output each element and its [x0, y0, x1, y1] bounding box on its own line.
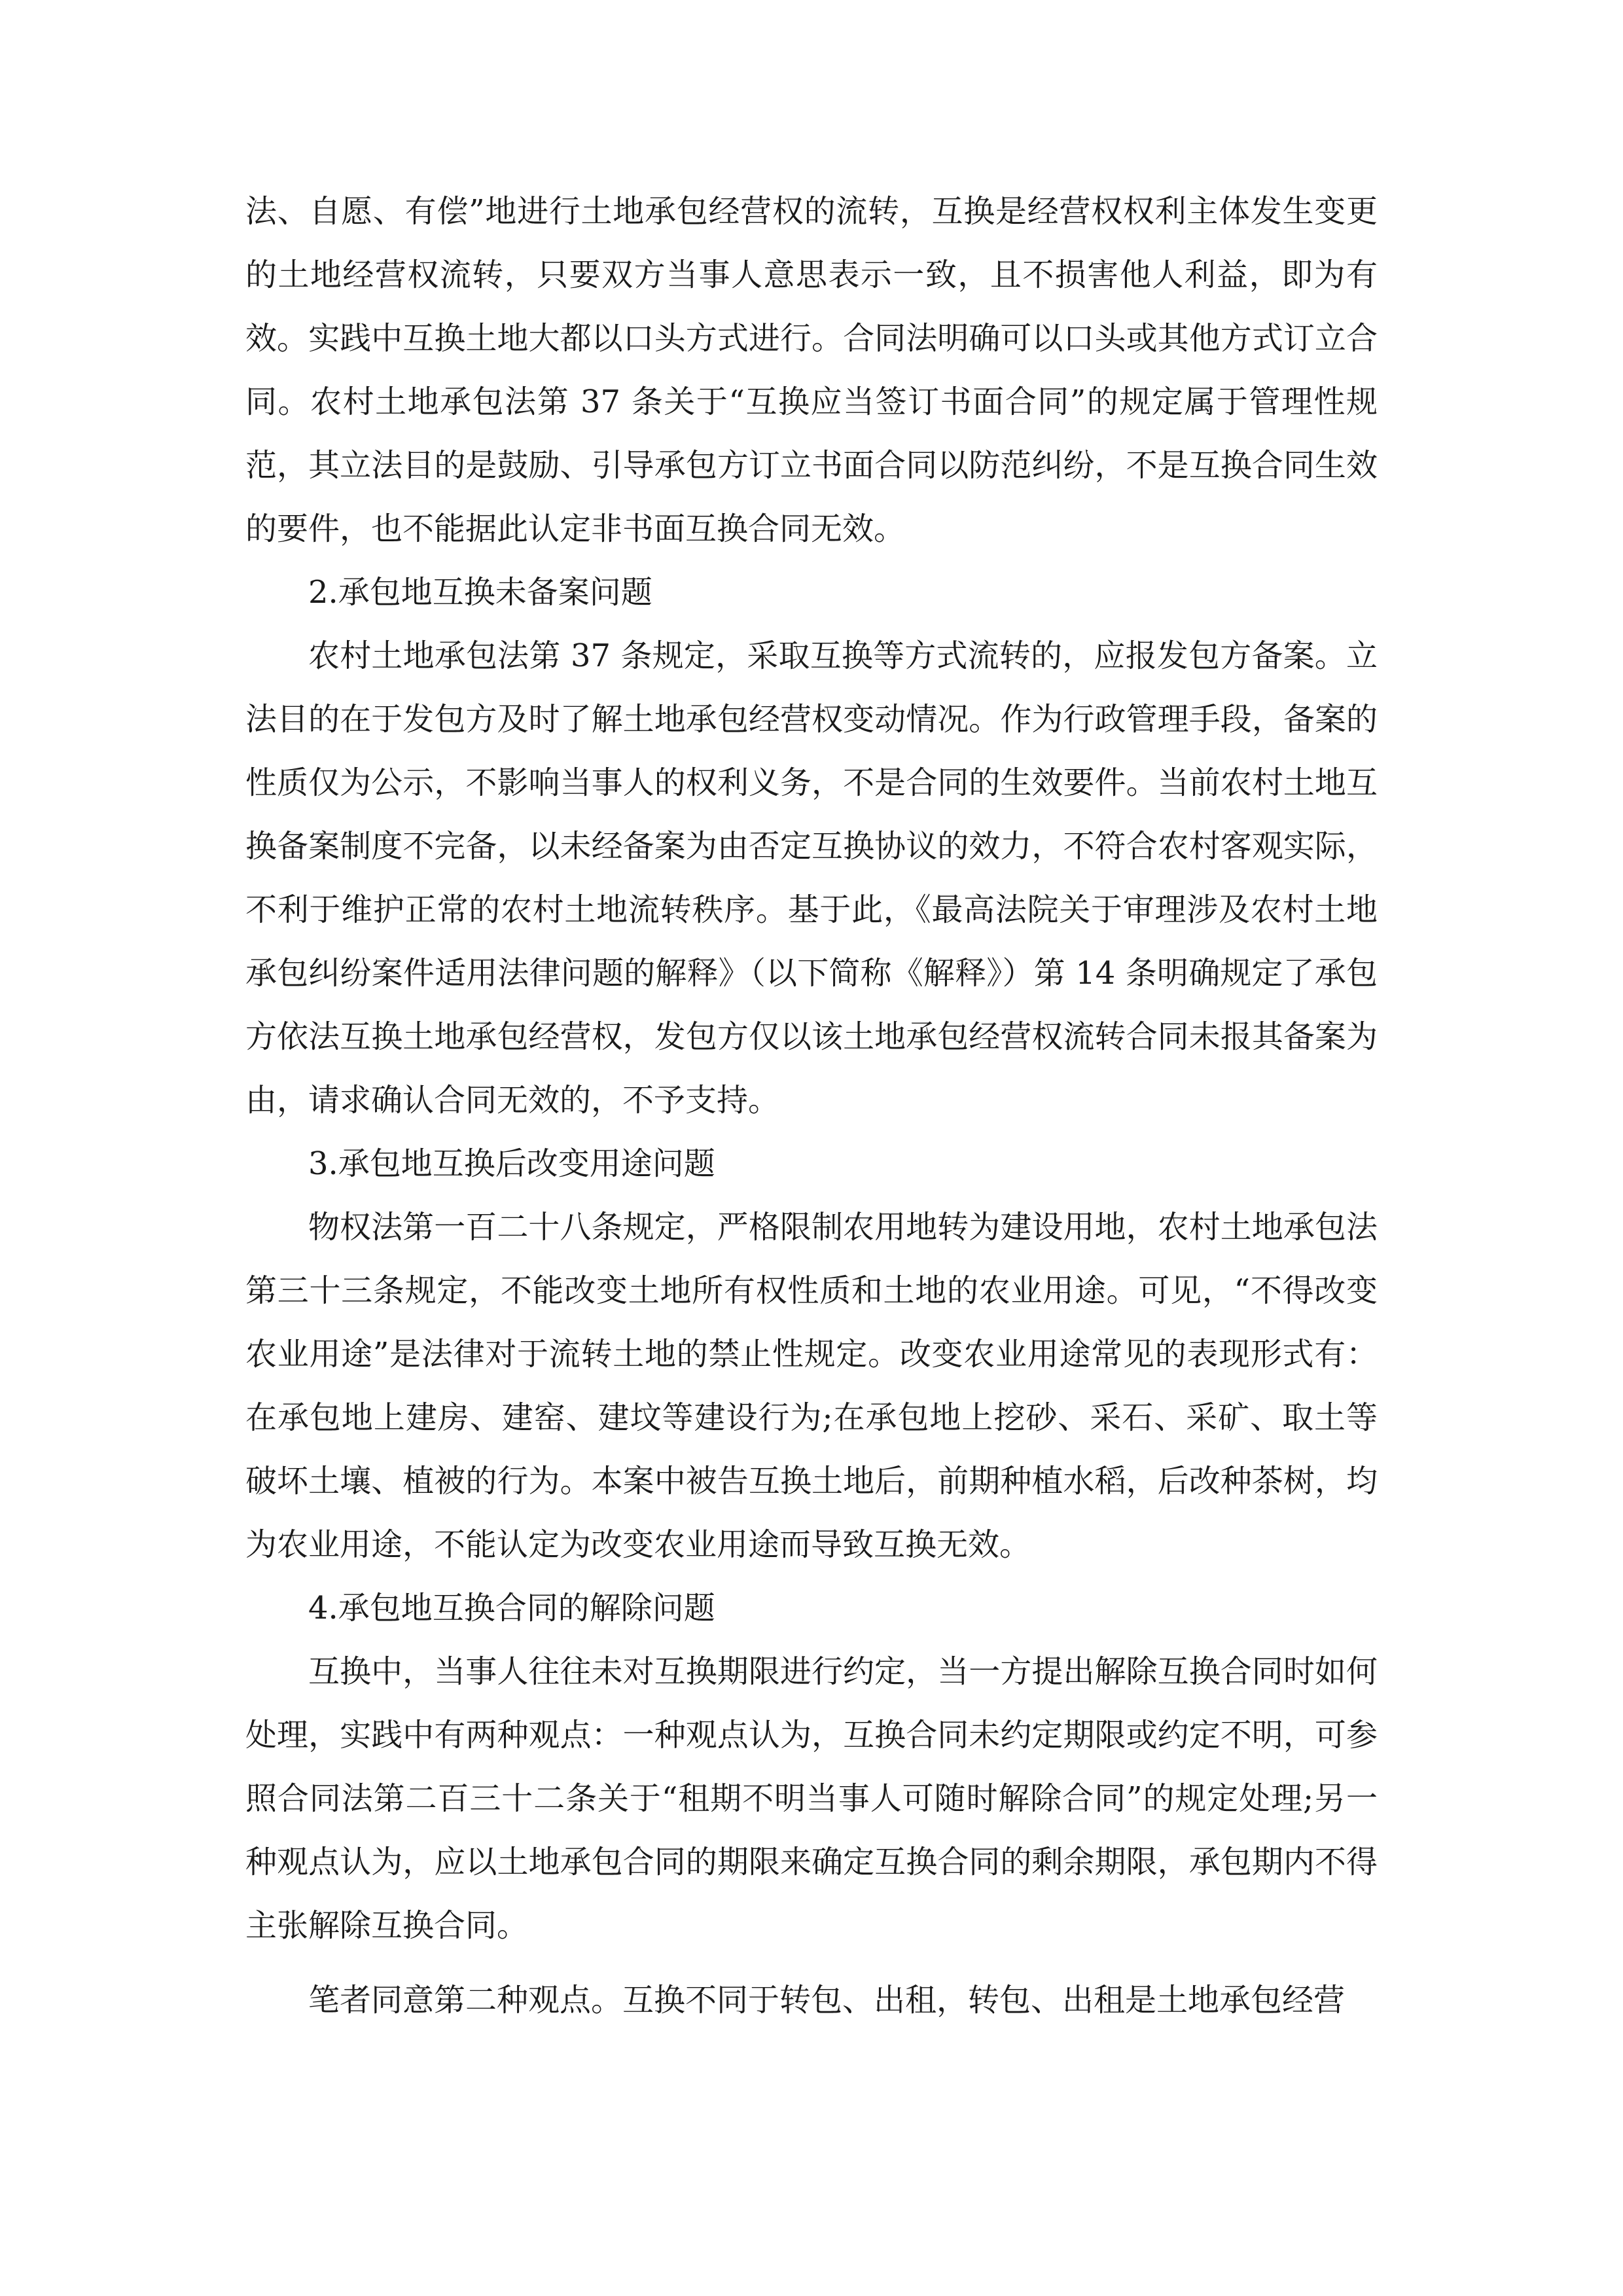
paragraph-author-view: 笔者同意第二种观点。互换不同于转包、出租，转包、出租是土地承包经营 — [308, 1982, 1346, 2018]
section-heading-4: 4.承包地互换合同的解除问题 — [308, 1590, 715, 1626]
paragraph-land-use: 物权法第一百二十八条规定，严格限制农用地转为建设用地，农村土地承包法第三十三条规定，不能改变土地所有权性质和土地的农业用途。可见，“不得改变农业用途”是法律对于流转土地的禁止性规定。改变农业用途常见的表现形式有：在承包地上建房、建窑、建坟等建设行为;在承包地上挖砂、采石、采矿、取土等破坏土壤、植被的行为。本案中被告互换土地后，前期种植水稻，后改种茶树，均为农业用途，不能认定为改变农业用途而导致互换无效。 — [245, 1209, 1378, 1563]
paragraph-filing: 农村土地承包法第 37 条规定，采取互换等方式流转的，应报发包方备案。立法目的在于发包方及时了解土地承包经营权变动情况。作为行政管理手段，备案的性质仅为公示，不影响当事人的权利义务，不是合同的生效要件。当前农村土地互换备案制度不完备，以未经备案为由否定互换协议的效力，不符合农村客观实际，不利于维护正常的农村土地流转秩序。基于此，《最高法院关于审理涉及农村土地承包纠纷案件适用法律问题的解释》（以下简称《解释》）第 14 条明确规定了承包方依法互换土地承包经营权，发包方仅以该土地承包经营权流转合同未报其备案为由，请求确认合同无效的，不予支持。 — [245, 637, 1378, 1119]
document-page — [245, 180, 1378, 2032]
section-heading-3: 3.承包地互换后改变用途问题 — [308, 1145, 715, 1182]
paragraph-termination: 互换中，当事人往往未对互换期限进行约定，当一方提出解除互换合同时如何处理，实践中有两种观点：一种观点认为，互换合同未约定期限或约定不明，可参照合同法第二百三十二条关于“租期不明当事人可随时解除合同”的规定处理;另一种观点认为，应以土地承包合同的期限来确定互换合同的剩余期限，承包期内不得主张解除互换合同。 — [245, 1653, 1378, 1944]
section-heading-2: 2.承包地互换未备案问题 — [308, 574, 652, 611]
paragraph-continuation: 法、自愿、有偿”地进行土地承包经营权的流转，互换是经营权权利主体发生变更的土地经营权流转，只要双方当事人意思表示一致，且不损害他人利益，即为有效。实践中互换土地大都以口头方式进行。合同法明确可以口头或其他方式订立合同。农村土地承包法第 37 条关于“互换应当签订书面合同”的规定属于管理性规范，其立法目的是鼓励、引导承包方订立书面合同以防范纠纷，不是互换合同生效的要件，也不能据此认定非书面互换合同无效。 — [245, 193, 1378, 547]
